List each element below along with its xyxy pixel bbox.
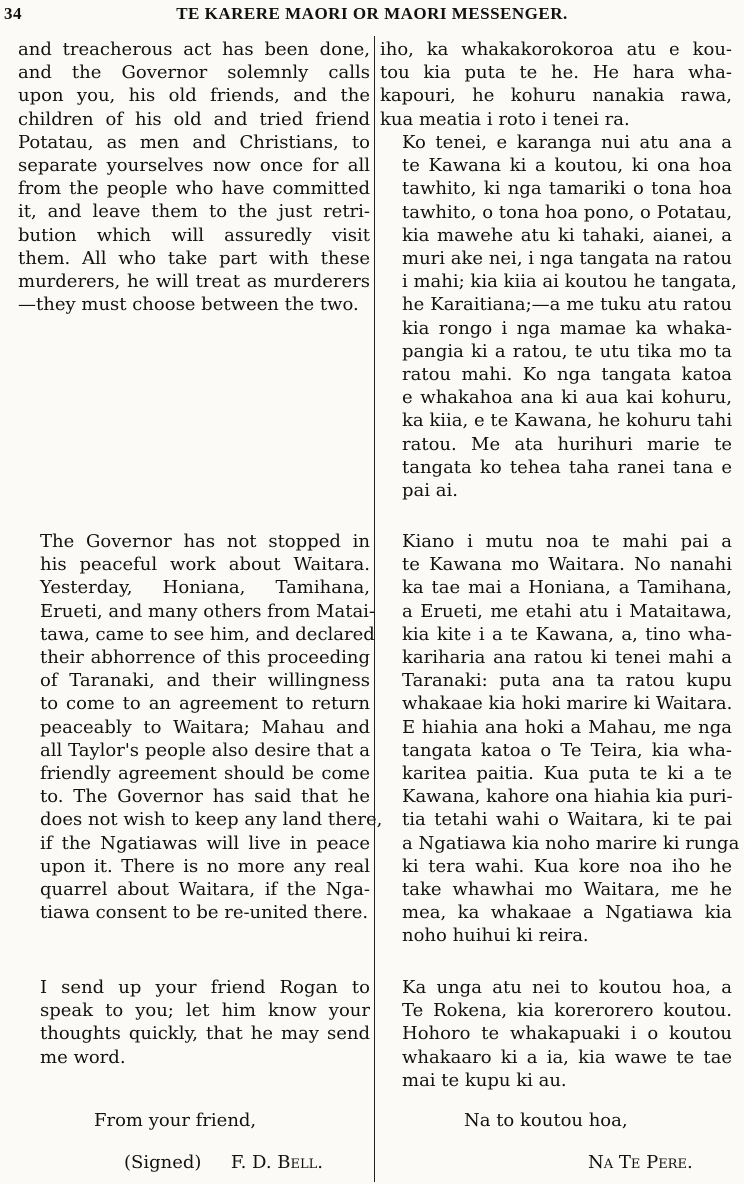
english-paragraph-1	[18, 38, 370, 316]
maori-signer: Na Te Pere.	[588, 1152, 693, 1173]
text-line: mai te kupu ki au.	[402, 1069, 567, 1091]
text-line: Yesterday, Honiana, Tamihana,	[40, 577, 370, 599]
text-line: tawa, came to see him, and declared	[40, 623, 375, 645]
text-line: Taranaki: puta ana ta ratou kupu	[402, 670, 732, 692]
text-line: to. The Governor has said that he	[40, 786, 370, 808]
maori-closing: Na to koutou hoa,	[464, 1110, 628, 1131]
text-line: his peaceful work about Waitara.	[40, 554, 370, 576]
text-line: to come to an agreement to return	[40, 693, 370, 715]
text-line: tangata katoa o Te Teira, kia wha-	[402, 739, 732, 761]
page-number: 34	[4, 4, 22, 23]
text-line: thoughts quickly, that he may send	[40, 1023, 370, 1045]
text-line: and treacherous act has been done,	[18, 39, 370, 60]
text-line: E hiahia ana hoki a Mahau, me nga	[402, 716, 732, 738]
text-line: children of his old and tried friend	[18, 108, 370, 130]
text-line: ratou. Me ata hurihuri marie te	[402, 433, 732, 455]
text-line: kia mawehe atu ki tahaki, aianei, a	[402, 224, 732, 246]
text-line: kia rongo i nga mamae ka whaka-	[402, 317, 732, 339]
maori-paragraph-2	[380, 131, 737, 502]
text-line: muri ake nei, i nga tangata na ratou	[402, 248, 732, 270]
running-title: TE KARERE MAORI OR MAORI MESSENGER.	[176, 4, 568, 23]
text-line: he Karaitiana;—a me tuku atu ratou	[402, 294, 732, 316]
text-line: kua meatia i roto i tenei ra.	[380, 108, 630, 130]
text-line: their abhorrence of this proceeding	[40, 647, 370, 669]
text-line: ka tae mai a Honiana, a Tamihana,	[402, 577, 732, 599]
text-line: —they must choose between the two.	[18, 294, 359, 316]
text-line: from the people who have committed	[18, 178, 370, 200]
text-line: Kawana, kahore ona hiahia kia puri-	[402, 786, 733, 808]
text-line: if the Ngatiawas will live in peace	[40, 832, 370, 854]
text-line: tawhito, ki nga tamariki o tona hoa	[402, 178, 732, 200]
text-line: bution which will assuredly visit	[18, 224, 370, 246]
text-line: speak to you; let him know your	[40, 1000, 370, 1022]
text-line: Hohoro te whakapuaki i o koutou	[402, 1023, 732, 1045]
text-line: and the Governor solemnly calls	[18, 62, 370, 84]
text-line: kariharia ana ratou ki tenei mahi a	[402, 647, 732, 669]
english-signer: F. D. Bell.	[230, 1152, 323, 1173]
text-line: Erueti, and many others from Matai-	[40, 600, 376, 622]
text-line: of Taranaki, and their willingness	[40, 670, 370, 692]
text-line: a Ngatiawa kia noho marire ki runga	[402, 832, 740, 854]
text-line: kapouri, he kohuru nanakia rawa,	[380, 85, 732, 107]
text-line: Te Rokena, kia korerorero koutou.	[402, 1000, 732, 1022]
text-line: The Governor has not stopped in	[40, 531, 370, 552]
signed-prefix: (Signed)	[124, 1152, 202, 1173]
text-line: Ka unga atu nei to koutou hoa, a	[402, 977, 732, 998]
maori-paragraph-3	[380, 530, 740, 948]
text-line: tiawa consent to be re-united there.	[40, 902, 369, 924]
text-line: tangata ko tehea taha ranei tana e	[402, 456, 732, 478]
text-line: separate yourselves now once for all	[18, 155, 370, 177]
text-line: whakaae kia hoki marire ki Waitara.	[402, 693, 733, 715]
text-line: peaceably to Waitara; Mahau and	[40, 716, 370, 738]
english-signature-line	[124, 1152, 323, 1173]
text-line: mea, ka whakaae a Ngatiawa kia	[402, 902, 732, 924]
english-closing: From your friend,	[94, 1110, 257, 1131]
english-paragraph-3	[18, 976, 370, 1069]
text-line: karitea paitia. Kua puta te ki a te	[402, 763, 732, 785]
text-line: tawhito, o tona hoa pono, o Potatau,	[402, 201, 733, 223]
text-line: take whawhai mo Waitara, me he	[402, 879, 732, 901]
text-line: ka kiia, e te Kawana, he kohuru tahi	[402, 410, 733, 432]
text-line: ki tera wahi. Kua kore noa iho he	[402, 855, 732, 877]
maori-column	[380, 0, 740, 1184]
text-line: tou kia puta te he. He hara wha-	[380, 62, 732, 84]
text-line: ratou mahi. Ko nga tangata katoa	[402, 364, 732, 386]
text-line: it, and leave them to the just retri-	[18, 201, 370, 223]
text-line: te Kawana mo Waitara. No nanahi	[402, 554, 732, 576]
text-line: Ko tenei, e karanga nui atu ana a	[402, 132, 732, 153]
maori-paragraph-4	[380, 976, 732, 1092]
text-line: upon it. There is no more any real	[40, 855, 370, 877]
text-line: murderers, he will treat as murderers	[18, 271, 370, 293]
text-line: tia tetahi wahi o Waitara, ki te pai	[402, 809, 732, 831]
text-line: pangia ki a ratou, te utu tika mo ta	[402, 340, 732, 362]
text-line: kia kite i a te Kawana, a, tino wha-	[402, 623, 732, 645]
text-line: upon you, his old friends, and the	[18, 85, 370, 107]
text-line: them. All who take part with these	[18, 247, 370, 269]
text-line: does not wish to keep any land there,	[40, 809, 383, 831]
text-line: pai ai.	[402, 480, 458, 502]
text-line: quarrel about Waitara, if the Nga-	[40, 879, 370, 901]
text-line: friendly agreement should be come	[40, 763, 370, 785]
text-line: e whakahoa ana ki aua kai kohuru,	[402, 387, 732, 409]
text-line: all Taylor's people also desire that a	[40, 739, 370, 761]
text-line: a Erueti, me etahi atu i Mataitawa,	[402, 600, 732, 622]
text-line: te Kawana ki a koutou, ki ona hoa	[402, 155, 732, 177]
text-line: noho huihui ki reira.	[402, 925, 589, 947]
text-line: whakaaro ki a ia, kia wawe te tae	[402, 1046, 732, 1068]
text-line: me word.	[40, 1046, 126, 1068]
text-line: I send up your friend Rogan to	[40, 977, 370, 998]
text-line: iho, ka whakakorokoroa atu e kou-	[380, 39, 732, 60]
text-line: Potatau, as men and Christians, to	[18, 131, 370, 153]
text-line: i mahi; kia kiia ai koutou he tangata,	[402, 271, 737, 293]
maori-paragraph-1	[380, 38, 732, 131]
text-line: Kiano i mutu noa te mahi pai a	[402, 531, 732, 552]
english-paragraph-2	[18, 530, 383, 924]
